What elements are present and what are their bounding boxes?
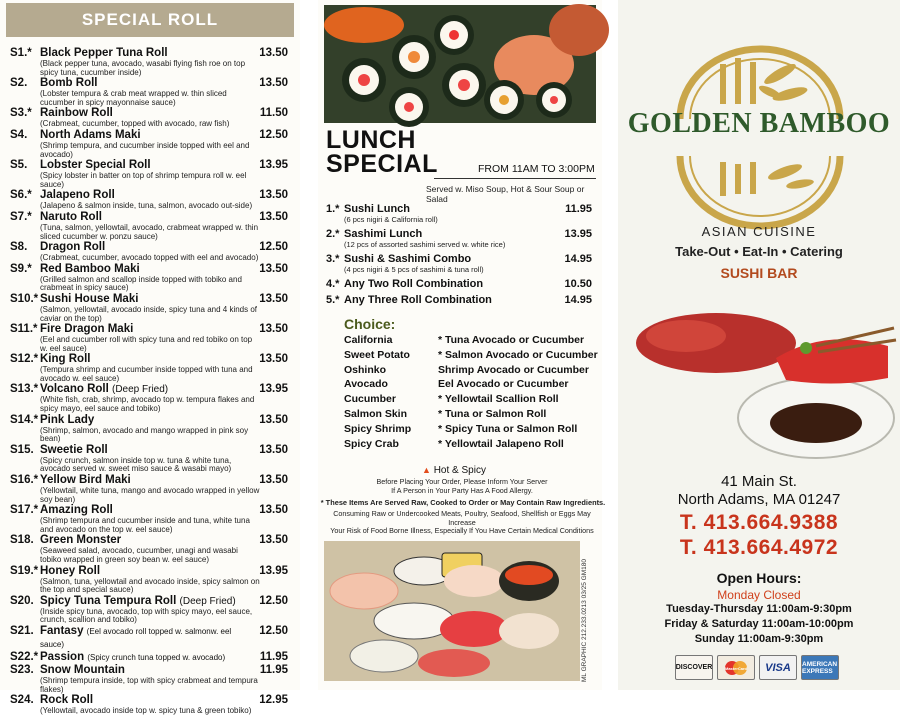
lunch-number: 2.* xyxy=(326,228,340,240)
roll-number: S10.* xyxy=(10,292,39,305)
roll-name-text: Passion xyxy=(40,650,85,663)
lunch-item xyxy=(326,278,598,290)
roll-number: S5. xyxy=(10,159,28,172)
address-city: North Adams, MA 01247 xyxy=(677,491,841,508)
choice-item: Spicy Shrimp xyxy=(344,422,412,435)
roll-description: (Shrimp tempura, and cucumber inside topped with eel and avocado) xyxy=(40,140,250,159)
lunch-item xyxy=(326,294,598,306)
roll-description: (Salmon, tuna, yellowtail and avocado inside, spicy salmon on the top and special sauce) xyxy=(40,576,260,595)
special-roll-item xyxy=(6,241,294,263)
special-roll-item xyxy=(6,107,294,129)
allergy-notice xyxy=(326,478,598,495)
roll-number: S12.* xyxy=(10,353,39,366)
sushi-bar-label: SUSHI BAR xyxy=(720,265,798,281)
address-street: 41 Main St. xyxy=(721,473,797,490)
roll-description: (Yellowtail, avocado inside top w. spicy tuna & green tobiko) xyxy=(40,706,252,716)
hot-spicy-label: Hot & Spicy xyxy=(433,465,486,476)
sushi-rolls-illustration xyxy=(324,5,596,123)
roll-number: S2. xyxy=(10,77,28,90)
roll-number: S16.* xyxy=(10,474,39,487)
roll-number: S19.* xyxy=(10,564,39,577)
roll-name xyxy=(40,414,294,427)
lunch-number: 4.* xyxy=(326,278,340,290)
roll-name-text: Lobster Special Roll xyxy=(40,159,151,172)
choice-item: Cucumber xyxy=(344,393,396,406)
roll-name-text: Pink Lady xyxy=(40,413,95,426)
roll-name xyxy=(40,211,294,224)
raw-items-notice: * These Items Are Served Raw, Cooked to Order or May Contain Raw Ingredients. xyxy=(320,498,606,507)
roll-name-text: Spicy Tuna Tempura Roll xyxy=(40,594,177,607)
roll-name-text: North Adams Maki xyxy=(40,128,141,141)
choice-item: California xyxy=(344,334,393,346)
roll-description: (Inside spicy tuna, avocado, top with spicy mayo, eel sauce, crunch, scallion and tobiko) xyxy=(40,606,253,625)
roll-description: (Lobster tempura & crab meat wrapped w. thin sliced cucumber in spicy mayonnaise sauce) xyxy=(40,89,227,107)
roll-name-text: Amazing Roll xyxy=(40,504,113,517)
roll-description: (Salmon, yellowtail, avocado inside, spicy tuna and 4 kinds of caviar on the top) xyxy=(40,304,258,323)
choice-item: Spicy Crab xyxy=(344,437,399,450)
hours-line: Sunday 11:00am-9:30pm xyxy=(694,633,824,645)
roll-price: 12.50 xyxy=(259,241,288,254)
mastercard-icon xyxy=(717,655,755,680)
roll-price: 13.95 xyxy=(259,159,288,172)
lunch-special-panel xyxy=(318,0,606,690)
roll-price: 13.50 xyxy=(259,47,288,59)
roll-number: S13.* xyxy=(10,383,39,396)
special-roll-item xyxy=(6,293,294,323)
lunch-description: (4 pcs nigiri & 5 pcs of sashimi & tuna roll) xyxy=(344,265,484,274)
roll-number: S1.* xyxy=(10,47,32,59)
visa-card-icon: VISA xyxy=(759,655,797,680)
lunch-served-with: Served w. Miso Soup, Hot & Sour Soup or Salad xyxy=(426,184,585,204)
roll-inline-desc: (Spicy crunch tuna topped w. avocado) xyxy=(87,652,226,662)
roll-note: (Deep Fried) xyxy=(112,384,169,396)
lunch-name: Any Two Roll Combination xyxy=(344,278,484,290)
roll-price: 13.50 xyxy=(259,413,288,426)
choice-item: * Yellowtail Scallion Roll xyxy=(438,393,559,406)
special-roll-item xyxy=(6,664,294,694)
roll-description: (Spicy crunch, salmon inside top w. tuna & white tuna, avocado served w. sweet miso sauce & wasabi mayo) xyxy=(40,455,232,474)
lunch-time: FROM 11AM TO 3:00PM xyxy=(478,163,595,175)
special-roll-item xyxy=(6,129,294,159)
special-roll-item xyxy=(6,444,294,474)
roll-number: S11.* xyxy=(10,323,38,336)
flame-icon: ▲ xyxy=(422,465,431,475)
restaurant-name: GOLDEN BAMBOO xyxy=(627,108,891,139)
lunch-number: 3.* xyxy=(326,253,340,265)
special-roll-header: SPECIAL ROLL xyxy=(6,3,294,37)
roll-price: 13.95 xyxy=(259,383,288,396)
allergy-line-1: Before Placing Your Order, Please Inform Your Server xyxy=(376,477,548,486)
choice-item: Eel Avocado or Cucumber xyxy=(438,378,569,391)
roll-name-text: King Roll xyxy=(40,353,91,366)
lunch-special-title xyxy=(326,128,438,176)
svg-text:MasterCard: MasterCard xyxy=(724,665,748,671)
consume-warning xyxy=(326,510,598,536)
choice-item: * Salmon Avocado or Cucumber xyxy=(438,348,598,361)
choice-item: Shrimp Avocado or Cucumber xyxy=(438,363,589,376)
roll-name xyxy=(40,595,294,608)
choice-item: * Tuna or Salmon Roll xyxy=(438,407,547,420)
roll-name-text: Rock Roll xyxy=(40,694,94,707)
nigiri-illustration xyxy=(324,541,580,681)
roll-number: S8. xyxy=(10,241,28,254)
choice-column-basic xyxy=(344,333,440,451)
roll-price: 13.50 xyxy=(259,534,288,547)
roll-number: S23. xyxy=(10,663,34,676)
special-roll-item xyxy=(6,565,294,595)
roll-name-text: Green Monster xyxy=(40,534,122,547)
roll-description: (Tempura shrimp and cucumber inside topped with tuna and avocado w. eel sauce) xyxy=(40,365,253,383)
roll-name-text: Snow Mountain xyxy=(40,663,125,676)
special-roll-panel xyxy=(0,0,300,716)
special-roll-item xyxy=(6,474,294,504)
discover-card-icon: DISCOVER xyxy=(675,655,713,680)
roll-price: 12.95 xyxy=(259,694,288,707)
roll-price: 13.50 xyxy=(259,189,288,202)
consume-line-2: Your Risk of Food Borne Illness, Especially If You Have Certain Medical Conditions xyxy=(330,526,594,536)
roll-name xyxy=(40,444,294,457)
roll-number: S15. xyxy=(10,443,34,456)
roll-description: (Crabmeat, cucumber, topped with avocado, raw fish) xyxy=(40,119,230,129)
roll-price: 11.95 xyxy=(259,663,288,676)
special-roll-item xyxy=(6,534,294,564)
lunch-price: 10.50 xyxy=(564,278,592,290)
roll-number: S4. xyxy=(10,128,28,141)
service-options: Take-Out • Eat-In • Catering xyxy=(675,244,843,259)
allergy-line-2: If A Person in Your Party Has A Food Allergy. xyxy=(391,485,533,495)
choice-item: Avocado xyxy=(344,378,388,391)
roll-number: S21. xyxy=(10,624,34,637)
roll-description: (Spicy lobster in batter on top of shrimp tempura roll w. eel sauce) xyxy=(40,171,247,189)
roll-number: S6.* xyxy=(10,189,32,202)
special-roll-item xyxy=(6,47,294,77)
roll-description: (Black pepper tuna, avocado, wasabi flying fish roe on top spicy tuna, cucumber inside) xyxy=(40,59,246,77)
lunch-item xyxy=(326,203,598,224)
lunch-name: Any Three Roll Combination xyxy=(344,294,492,306)
lunch-name: Sashimi Lunch xyxy=(344,228,423,240)
phone-2[interactable]: T. 413.664.4972 xyxy=(679,536,839,559)
roll-number: S9.* xyxy=(10,262,32,275)
hours-line: Friday & Saturday 11:00am-10:00pm xyxy=(664,618,854,630)
special-roll-item xyxy=(6,353,294,383)
lunch-name: Sushi & Sashimi Combo xyxy=(344,253,472,265)
special-roll-list xyxy=(6,47,294,716)
roll-price: 11.50 xyxy=(259,107,288,120)
roll-name xyxy=(40,651,294,664)
special-roll-item xyxy=(6,159,294,189)
special-roll-item xyxy=(6,189,294,211)
roll-number: S20. xyxy=(10,594,34,607)
lunch-description: (12 pcs of assorted sashimi served w. white rice) xyxy=(344,240,506,249)
choice-item: * Tuna Avocado or Cucumber xyxy=(438,334,585,346)
roll-number: S22.* xyxy=(10,650,39,663)
roll-name-text: Volcano Roll xyxy=(40,383,109,396)
roll-note: (Deep Fried) xyxy=(179,595,236,607)
roll-number: S18. xyxy=(10,534,34,547)
roll-price: 13.50 xyxy=(259,323,288,336)
choice-item: Oshinko xyxy=(344,363,387,376)
special-roll-item xyxy=(6,77,294,107)
nigiri-photo xyxy=(324,541,580,681)
consume-line-1: Consuming Raw or Undercooked Meats, Poultry, Seafood, Shellfish or Eggs May Increase xyxy=(333,509,591,527)
roll-price: 12.50 xyxy=(259,624,288,637)
roll-name-text: Jalapeno Roll xyxy=(40,189,115,202)
roll-price: 13.95 xyxy=(259,564,288,577)
roll-price: 11.95 xyxy=(259,650,288,663)
sushi-rolls-photo xyxy=(324,5,596,123)
roll-inline-desc: (Eel avocado roll topped w. salmonw. eel sauce) xyxy=(40,626,232,649)
roll-name-text: Red Bamboo Maki xyxy=(40,262,140,275)
roll-description: (Eel and cucumber roll with spicy tuna and red tobiko on top w. eel sauce) xyxy=(40,335,253,353)
roll-description: (Grilled salmon and scallop inside topped with tobiko and crabmeat in spicy sauce) xyxy=(40,274,242,293)
lunch-items-list xyxy=(326,203,598,310)
choice-item: Salmon Skin xyxy=(344,407,408,420)
roll-name-text: Dragon Roll xyxy=(40,241,106,254)
roll-name-text: Bomb Roll xyxy=(40,77,98,90)
choice-column-fish xyxy=(438,333,598,451)
roll-price: 13.50 xyxy=(259,292,288,305)
choice-item: * Spicy Tuna or Salmon Roll xyxy=(438,422,578,435)
special-roll-item xyxy=(6,694,294,716)
choice-item: * Yellowtail Jalapeno Roll xyxy=(438,437,564,450)
lunch-description: (6 pcs nigiri & California roll) xyxy=(344,215,438,224)
restaurant-info-panel xyxy=(618,0,900,690)
title-underline xyxy=(434,178,596,179)
lunch-title-line1: LUNCH xyxy=(326,126,416,154)
payment-cards xyxy=(675,655,845,681)
roll-name-text: Fantasy xyxy=(40,624,84,637)
roll-description: (Tuna, salmon, yellowtail, avocado, crabmeat wrapped w. thin sliced cucumber w. ponzu sauce) xyxy=(40,222,259,241)
closed-day: Monday Closed xyxy=(717,588,801,602)
choice-item: Sweet Potato xyxy=(344,348,410,361)
roll-description: (Shrimp tempura and cucumber inside and tuna, white tuna and avocado on the top w. eel sauce) xyxy=(40,516,250,534)
roll-name xyxy=(40,263,294,276)
special-roll-item xyxy=(6,625,294,651)
lunch-title-line2: SPECIAL xyxy=(326,150,438,178)
roll-name xyxy=(40,625,294,651)
roll-name-text: Rainbow Roll xyxy=(40,107,113,120)
lunch-number: 5.* xyxy=(326,294,340,306)
roll-name-text: Fire Dragon Maki xyxy=(40,323,134,336)
roll-price: 13.50 xyxy=(259,210,288,223)
special-roll-item xyxy=(6,595,294,625)
lunch-price: 14.95 xyxy=(564,253,592,265)
roll-name-text: Sushi House Maki xyxy=(40,292,139,305)
lunch-price: 11.95 xyxy=(565,203,592,215)
roll-number: S14.* xyxy=(10,413,39,426)
special-roll-item xyxy=(6,323,294,353)
open-hours-title: Open Hours: xyxy=(716,570,802,586)
roll-description: (Yellowtail, white tuna, mango and avocado wrapped in yellow soy bean) xyxy=(40,486,260,504)
hot-spicy-legend xyxy=(422,465,486,476)
roll-price: 13.50 xyxy=(259,504,288,517)
special-roll-item xyxy=(6,504,294,534)
lunch-item xyxy=(326,228,598,249)
roll-price: 13.50 xyxy=(259,353,288,366)
cuisine-type: ASIAN CUISINE xyxy=(701,224,817,239)
roll-price: 12.50 xyxy=(259,594,288,607)
lunch-number: 1.* xyxy=(326,203,340,215)
roll-name xyxy=(40,565,294,578)
roll-description: (Crabmeat, cucumber, avocado topped with eel and avocado) xyxy=(40,253,259,263)
roll-description: (Shrimp tempura inside, top with spicy crabmeat and tempura flakes) xyxy=(40,675,258,694)
special-roll-item xyxy=(6,263,294,293)
roll-price: 13.50 xyxy=(259,262,288,275)
roll-name xyxy=(40,293,294,306)
roll-price: 13.50 xyxy=(259,443,288,456)
roll-number: S7.* xyxy=(10,210,32,223)
amex-card-icon: AMERICAN EXPRESS xyxy=(801,655,839,680)
print-code: ML GRAPHIC 212.233.0213 03/25 GM180 xyxy=(581,559,588,682)
sashimi-photo xyxy=(626,288,898,470)
roll-description: (Jalapeno & salmon inside, tuna, salmon, avocado out-side) xyxy=(40,201,253,211)
mastercard-logo xyxy=(721,659,751,677)
lunch-name: Sushi Lunch xyxy=(344,203,410,215)
roll-price: 13.50 xyxy=(259,474,288,487)
roll-description: (White fish, crab, shrimp, avocado top w. tempura flakes and spicy mayo, eel sauce and tobiko) xyxy=(40,395,255,414)
roll-price: 12.50 xyxy=(259,128,288,141)
roll-number: S24. xyxy=(10,694,34,707)
lunch-item xyxy=(326,253,598,274)
choice-title: Choice: xyxy=(344,316,396,332)
lunch-price: 13.95 xyxy=(564,228,592,240)
special-roll-item xyxy=(6,651,294,664)
roll-name-text: Black Pepper Tuna Roll xyxy=(40,47,168,59)
roll-number: S17.* xyxy=(10,504,39,517)
roll-description: (Shrimp, salmon, avocado and mango wrapped in pink soy bean) xyxy=(40,425,249,444)
roll-name-text: Yellow Bird Maki xyxy=(40,474,131,487)
roll-name-text: Naruto Roll xyxy=(40,210,102,223)
special-roll-item xyxy=(6,211,294,241)
roll-price: 13.50 xyxy=(259,77,288,90)
special-roll-item xyxy=(6,383,294,413)
roll-name-text: Sweetie Roll xyxy=(40,443,108,456)
roll-description: (Seaweed salad, avocado, cucumber, unagi and wasabi tobiko wrapped in green soy bean w. eel sauce) xyxy=(40,546,238,564)
phone-1[interactable]: T. 413.664.9388 xyxy=(679,511,839,534)
roll-name-text: Honey Roll xyxy=(40,564,101,577)
hours-line: Tuesday-Thursday 11:00am-9:30pm xyxy=(666,603,852,615)
lunch-price: 14.95 xyxy=(564,294,592,306)
special-roll-item xyxy=(6,414,294,444)
roll-number: S3.* xyxy=(10,107,32,120)
